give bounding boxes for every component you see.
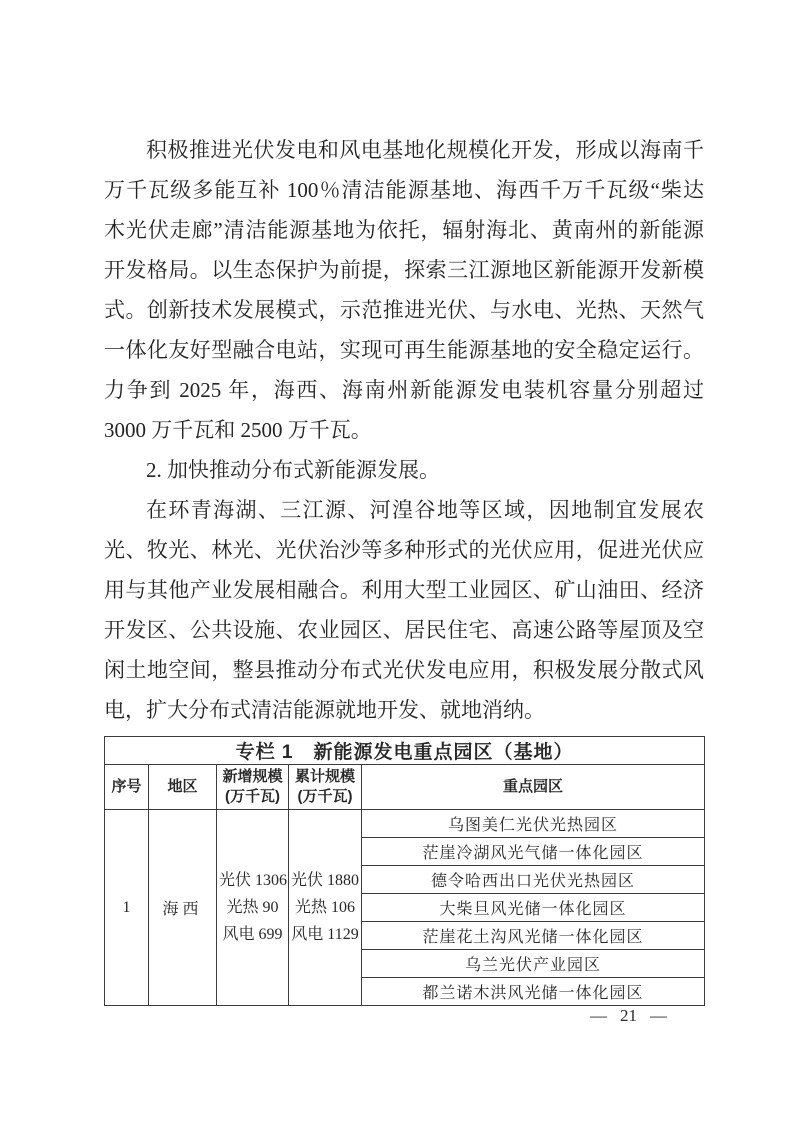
col-header-unit: (万千瓦) xyxy=(297,788,353,805)
text-line: 万千瓦级多能互补 100％清洁能源基地、海西千万千瓦级“柴达 xyxy=(104,178,704,202)
page-number xyxy=(590,1006,667,1026)
col-header-parks xyxy=(362,765,705,810)
text-line: 3000 万千瓦和 2500 万千瓦。 xyxy=(104,418,372,442)
text-line: 2. 加快推动分布式新能源发展。 xyxy=(146,458,440,482)
text-line: 光、牧光、林光、光伏治沙等多种形式的光伏应用，促进光伏应 xyxy=(104,538,704,562)
panel-table xyxy=(104,736,705,1006)
paragraph xyxy=(104,490,704,730)
table-row xyxy=(105,810,705,838)
scale-line: 光热 106 xyxy=(294,899,355,916)
cell-region: 海西 xyxy=(149,810,217,1006)
cell-park: 乌图美仁光伏光热园区 xyxy=(362,810,705,838)
col-header-region xyxy=(149,765,217,810)
col-header-label: 地区 xyxy=(167,778,198,795)
text-line: 开发区、公共设施、农业园区、居民住宅、高速公路等屋顶及空 xyxy=(104,618,704,642)
col-header-unit: (万千瓦) xyxy=(225,788,280,805)
text-line: 积极推进光伏发电和风电基地化规模化开发，形成以海南千 xyxy=(146,138,704,162)
scale-line: 风电 1129 xyxy=(291,926,359,943)
text-line: 在环青海湖、三江源、河湟谷地等区域，因地制宜发展农 xyxy=(146,498,704,522)
text-line: 闲土地空间，整县推动分布式光伏发电应用，积极发展分散式风 xyxy=(104,658,704,682)
col-header-label: 重点园区 xyxy=(503,778,564,795)
text-line: 木光伏走廊”清洁能源基地为依托，辐射海北、黄南州的新能源 xyxy=(104,218,704,242)
cell-cumulative-scale xyxy=(289,810,362,1006)
scale-line: 光热 90 xyxy=(226,899,279,916)
cell-park: 大柴旦风光储一体化园区 xyxy=(362,894,705,922)
cell-park: 乌兰光伏产业园区 xyxy=(362,950,705,978)
table-body xyxy=(105,810,705,1006)
cell-park: 茫崖花土沟风光储一体化园区 xyxy=(362,922,705,950)
col-header-cumulative-scale xyxy=(289,765,362,810)
footer-left-dash: — xyxy=(590,1006,607,1025)
col-header-label: 新增规模 xyxy=(222,768,283,785)
table-title: 专栏 1 新能源发电重点园区（基地） xyxy=(105,737,705,765)
text-line: 力争到 2025 年，海西、海南州新能源发电装机容量分别超过 xyxy=(104,378,704,402)
scale-line: 光伏 1306 xyxy=(219,872,288,889)
cell-index: 1 xyxy=(105,810,149,1006)
text-line: 用与其他产业发展相融合。利用大型工业园区、矿山油田、经济 xyxy=(104,578,704,602)
cell-park: 都兰诺木洪风光储一体化园区 xyxy=(362,978,705,1006)
text-line: 电，扩大分布式清洁能源就地开发、就地消纳。 xyxy=(104,698,545,722)
footer-right-dash: — xyxy=(650,1006,667,1025)
text-line: 开发格局。以生态保护为前提，探索三江源地区新能源开发新模 xyxy=(104,258,704,282)
text-line: 式。创新技术发展模式，示范推进光伏、与水电、光热、天然气 xyxy=(104,298,704,322)
scale-line: 风电 699 xyxy=(222,926,283,943)
footer-page-number: 21 xyxy=(620,1006,637,1025)
col-header-label: 累计规模 xyxy=(294,768,355,785)
table-header-row xyxy=(105,765,705,810)
paragraph xyxy=(104,130,704,450)
col-header-label: 序号 xyxy=(111,778,142,795)
col-header-index xyxy=(105,765,149,810)
paragraph xyxy=(104,450,704,490)
cell-park: 德令哈西出口光伏光热园区 xyxy=(362,866,705,894)
col-header-new-scale xyxy=(217,765,289,810)
table-title-row xyxy=(105,737,705,765)
cell-new-scale xyxy=(217,810,289,1006)
cell-park: 茫崖冷湖风光气储一体化园区 xyxy=(362,838,705,866)
text-line: 一体化友好型融合电站，实现可再生能源基地的安全稳定运行。 xyxy=(104,338,704,362)
scale-line: 光伏 1880 xyxy=(291,872,360,889)
body-text-block xyxy=(104,130,704,730)
